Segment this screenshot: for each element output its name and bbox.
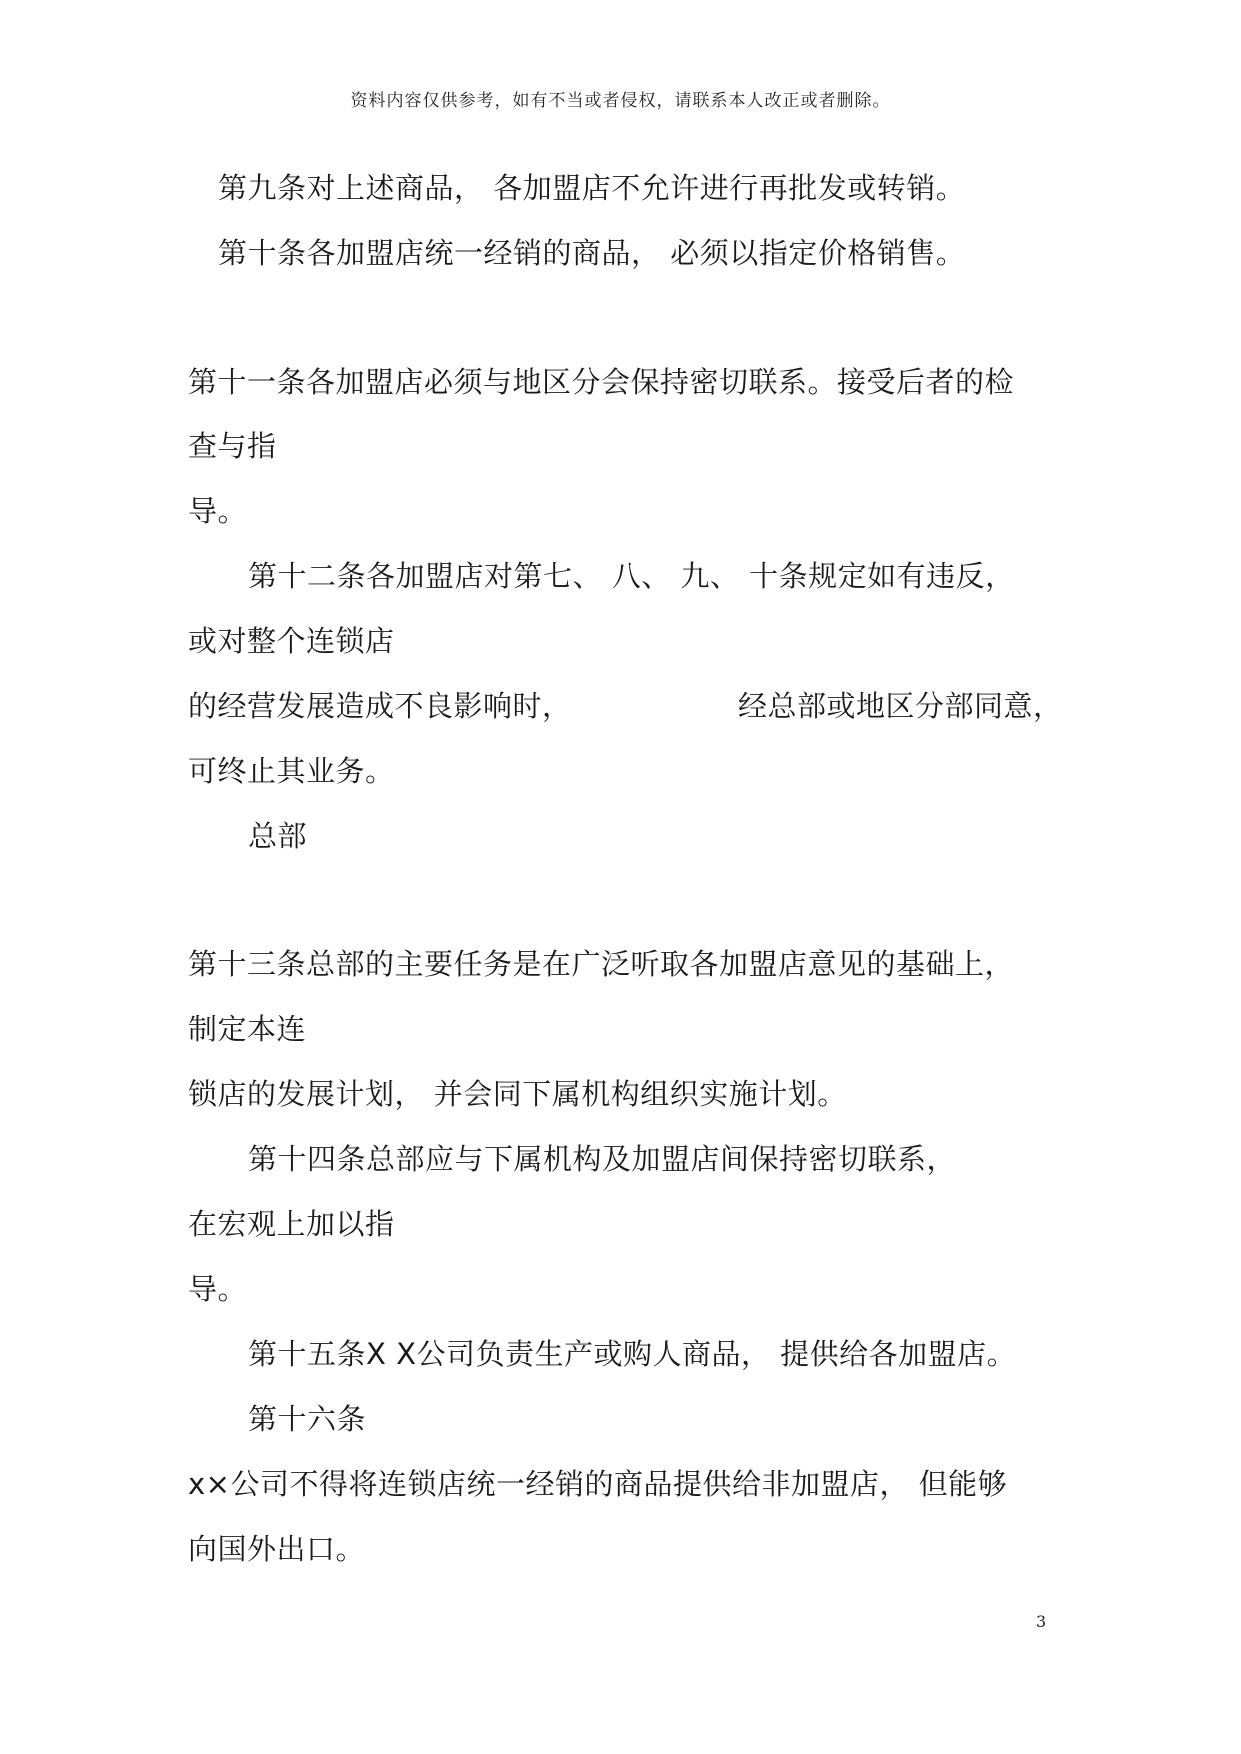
- header-disclaimer: 资料内容仅供参考，如有不当或者侵权，请联系本人改正或者删除。: [350, 91, 891, 111]
- article-14-line-3: 导。: [188, 1272, 248, 1306]
- article-13-line-2: 制定本连: [188, 1012, 307, 1046]
- article-11-line-2: 查与指: [188, 429, 277, 463]
- article-12-line-4: 可终止其业务。: [188, 754, 395, 788]
- article-16-line-1: x×公司不得将连锁店统一经销的商品提供给非加盟店， 但能够: [188, 1467, 1008, 1501]
- article-14-line-1: 第十四条总部应与下属机构及加盟店间保持密切联系，: [248, 1142, 957, 1176]
- article-11-line-1: 第十一条各加盟店必须与地区分会保持密切联系。接受后者的检: [188, 365, 1015, 399]
- article-12-line-3b: 经总部或地区分部同意，: [738, 689, 1063, 723]
- article-12-line-3a: 的经营发展造成不良影响时，: [188, 689, 572, 723]
- article-13-line-1: 第十三条总部的主要任务是在广泛听取各加盟店意见的基础上，: [188, 947, 1015, 981]
- page-number: 3: [1036, 1612, 1047, 1631]
- article-16-heading: 第十六条: [248, 1402, 367, 1436]
- article-10-line: 第十条各加盟店统一经销的商品， 必须以指定价格销售。: [218, 236, 966, 270]
- article-12-line-1: 第十二条各加盟店对第七、 八、 九、 十条规定如有违反，: [248, 559, 1015, 593]
- article-9-line: 第九条对上述商品， 各加盟店不允许进行再批发或转销。: [218, 171, 966, 205]
- article-14-line-2: 在宏观上加以指: [188, 1207, 395, 1241]
- section-heading-headquarters: 总部: [248, 819, 308, 853]
- article-11-line-3: 导。: [188, 494, 248, 528]
- article-15-line: 第十五条X X公司负责生产或购人商品， 提供给各加盟店。: [248, 1337, 1017, 1371]
- article-16-line-2: 向国外出口。: [188, 1532, 366, 1566]
- article-12-line-2: 或对整个连锁店: [188, 624, 395, 658]
- article-13-line-3: 锁店的发展计划， 并会同下属机构组织实施计划。: [188, 1077, 847, 1111]
